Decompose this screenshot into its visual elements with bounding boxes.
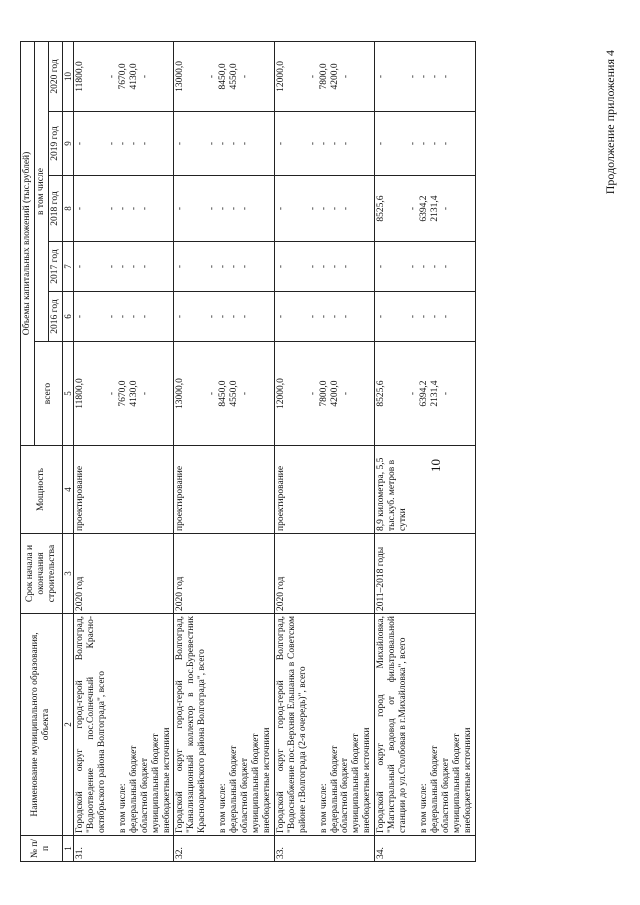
value-sub: - <box>229 141 240 146</box>
value-sub: - <box>107 74 118 79</box>
header-2016: 2016 год <box>48 292 62 342</box>
header-name: Наименование муниципального образования, объекта <box>21 614 63 836</box>
value-top: 8525,6 <box>376 195 387 222</box>
value-sub: 8450,0 <box>218 380 229 407</box>
value-sub: - <box>129 264 140 269</box>
value-sub: - <box>129 141 140 146</box>
value-top: 13000,0 <box>175 378 186 409</box>
value-sub: - <box>240 206 251 211</box>
value-y2020 <box>375 41 475 111</box>
table-row <box>274 41 374 861</box>
value-sub: - <box>430 74 441 79</box>
value-sub: - <box>408 264 419 269</box>
value-sub: - <box>240 264 251 269</box>
value-sub: - <box>340 391 351 396</box>
value-total <box>274 342 374 446</box>
value-top: - <box>275 206 286 211</box>
value-sub: 7670,0 <box>118 380 129 407</box>
value-sub: - <box>408 74 419 79</box>
value-sub: - <box>340 314 351 319</box>
value-top: - <box>275 314 286 319</box>
value-sub: - <box>107 141 118 146</box>
value-sub: - <box>218 314 229 319</box>
funding-source-label: внебюджетные источники <box>261 727 272 833</box>
capacity: проектирование <box>74 446 174 534</box>
object-name-cell <box>174 614 274 836</box>
value-top: - <box>175 264 186 269</box>
value-y2018 <box>74 176 174 242</box>
value-sub: - <box>307 264 318 269</box>
value-sub: - <box>218 264 229 269</box>
object-name: Городской округ город-герой Волгоград, "Канализационный коллектор в пос.Буревестник Красноармейского района Волгограда", всего <box>175 616 208 833</box>
value-sub: - <box>240 391 251 396</box>
colnum: 3 <box>62 534 73 614</box>
value-y2016 <box>74 292 174 342</box>
value-sub: - <box>441 264 452 269</box>
funding-source-label: внебюджетные источники <box>161 727 172 833</box>
value-sub: - <box>419 74 430 79</box>
value-top: 8525,6 <box>376 380 387 407</box>
value-sub: - <box>107 206 118 211</box>
value-sub <box>96 244 107 289</box>
value-sub: - <box>118 141 129 146</box>
funding-source-label: областной бюджет <box>340 757 351 833</box>
value-sub: - <box>408 206 419 211</box>
funding-source-label: федеральный бюджет <box>128 745 139 833</box>
value-sub: 4130,0 <box>129 380 140 407</box>
value-sub: 7800,0 <box>318 63 329 90</box>
value-sub: 7800,0 <box>318 380 329 407</box>
funding-source-label: в том числе: <box>419 783 429 833</box>
value-sub: - <box>129 206 140 211</box>
value-sub: - <box>307 314 318 319</box>
header-term: Срок начала и окончания строительства <box>21 534 63 614</box>
value-sub: - <box>340 206 351 211</box>
value-sub: - <box>419 314 430 319</box>
colnum: 4 <box>62 446 73 534</box>
row-number: 32. <box>174 836 274 862</box>
funding-source-label: в том числе: <box>117 783 128 833</box>
value-sub: - <box>229 314 240 319</box>
object-name-cell <box>274 614 374 836</box>
rotated-content <box>20 42 620 862</box>
value-sub: - <box>340 264 351 269</box>
value-sub: - <box>229 206 240 211</box>
value-y2017 <box>174 242 274 292</box>
funding-source-label: в том числе: <box>318 783 329 833</box>
value-sub <box>96 44 107 109</box>
value-sub <box>397 244 408 289</box>
value-top: - <box>75 314 86 319</box>
value-sub: - <box>441 391 452 396</box>
value-sub: - <box>441 206 452 211</box>
value-sub <box>397 114 408 173</box>
value-y2016 <box>375 292 475 342</box>
value-sub: 4200,0 <box>329 380 340 407</box>
colnum: 6 <box>62 292 73 342</box>
value-top: - <box>75 206 86 211</box>
construction-term: 2020 год <box>74 534 174 614</box>
value-y2018 <box>274 176 374 242</box>
value-sub: - <box>441 74 452 79</box>
value-total <box>74 342 174 446</box>
value-top: 11800,0 <box>75 61 86 92</box>
value-sub <box>196 178 207 239</box>
table-row <box>74 41 174 861</box>
value-top: - <box>376 314 387 319</box>
value-sub: - <box>140 206 151 211</box>
table-row <box>375 41 475 861</box>
value-top: - <box>75 141 86 146</box>
value-sub: - <box>408 314 419 319</box>
value-sub: - <box>240 141 251 146</box>
value-top: - <box>175 314 186 319</box>
value-sub <box>297 178 308 239</box>
value-y2017 <box>74 242 174 292</box>
value-y2019 <box>274 112 374 176</box>
row-number: 33. <box>274 836 374 862</box>
construction-term: 2011–2018 годы <box>375 534 475 614</box>
colnum: 8 <box>62 176 73 242</box>
value-sub: - <box>140 74 151 79</box>
value-sub <box>196 244 207 289</box>
construction-term: 2020 год <box>174 534 274 614</box>
value-top: 12000,0 <box>275 61 286 92</box>
value-top: - <box>75 264 86 269</box>
value-y2018 <box>174 176 274 242</box>
value-sub: 4130,0 <box>129 63 140 90</box>
value-sub: - <box>340 74 351 79</box>
value-sub: - <box>118 314 129 319</box>
value-total <box>375 342 475 446</box>
value-sub <box>96 178 107 239</box>
value-sub: - <box>240 314 251 319</box>
colnum: 5 <box>62 342 73 446</box>
value-sub <box>297 294 308 339</box>
value-top: - <box>275 141 286 146</box>
header-total: всего <box>34 342 62 446</box>
value-total <box>174 342 274 446</box>
capital-investment-table <box>20 41 476 862</box>
capacity: 8,9 километра, 5,5 тыс.куб. метров в сутки <box>375 446 475 534</box>
value-sub: - <box>430 141 441 146</box>
value-sub: 4550,0 <box>229 63 240 90</box>
colnum: 10 <box>62 41 73 111</box>
value-sub: 8450,0 <box>218 63 229 90</box>
value-sub: - <box>207 391 218 396</box>
value-sub: - <box>118 264 129 269</box>
value-sub: - <box>140 391 151 396</box>
funding-source-label: внебюджетные источники <box>362 727 373 833</box>
value-sub <box>96 114 107 173</box>
value-sub <box>196 114 207 173</box>
value-y2017 <box>274 242 374 292</box>
continuation-label: Продолжение приложения 4 <box>603 50 617 195</box>
value-top: - <box>275 264 286 269</box>
funding-source-label: федеральный бюджет <box>429 745 440 833</box>
value-sub: - <box>318 206 329 211</box>
object-name-cell <box>74 614 174 836</box>
value-sub: - <box>318 141 329 146</box>
value-sub: 6394,2 <box>419 195 430 222</box>
value-sub <box>397 344 408 443</box>
value-sub <box>196 44 207 109</box>
value-sub: - <box>430 314 441 319</box>
value-y2016 <box>174 292 274 342</box>
value-sub: - <box>307 206 318 211</box>
value-sub: - <box>307 391 318 396</box>
funding-source-label: федеральный бюджет <box>229 745 240 833</box>
value-y2020 <box>174 41 274 111</box>
value-sub: - <box>140 314 151 319</box>
value-sub <box>397 294 408 339</box>
value-top: - <box>175 206 186 211</box>
header-2017: 2017 год <box>48 242 62 292</box>
colnum: 2 <box>62 614 73 836</box>
value-sub: - <box>140 264 151 269</box>
value-sub: 4550,0 <box>229 380 240 407</box>
value-sub: - <box>318 314 329 319</box>
header-2020: 2020 год <box>48 41 62 111</box>
value-sub: 7670,0 <box>118 63 129 90</box>
value-sub: - <box>140 141 151 146</box>
header-volumes: Объемы капитальных вложений (тыс.рублей) <box>21 41 35 445</box>
page-number: 10 <box>428 459 443 472</box>
value-sub: - <box>329 141 340 146</box>
value-sub: 2131,4 <box>430 380 441 407</box>
value-sub: - <box>441 141 452 146</box>
value-y2019 <box>74 112 174 176</box>
value-sub: - <box>430 264 441 269</box>
funding-source-label: в том числе: <box>218 783 229 833</box>
object-name: Городской округ город-герой Волгоград, "Водоотведение пос.Солнечный Красно-октябрьского района Волгограда", всего <box>75 616 107 833</box>
value-sub: - <box>207 74 218 79</box>
value-sub: 2131,4 <box>430 195 441 222</box>
row-number: 34. <box>375 836 475 862</box>
funding-source-label: муниципальный бюджет <box>251 733 262 833</box>
funding-source-label: муниципальный бюджет <box>351 733 362 833</box>
capacity: проектирование <box>274 446 374 534</box>
value-sub: - <box>218 141 229 146</box>
value-top: - <box>175 141 186 146</box>
value-y2019 <box>375 112 475 176</box>
funding-source-label: муниципальный бюджет <box>451 733 462 833</box>
value-top: 13000,0 <box>175 61 186 92</box>
value-sub <box>397 178 408 239</box>
value-sub <box>297 44 308 109</box>
funding-source-label: областной бюджет <box>240 757 251 833</box>
value-sub <box>297 114 308 173</box>
header-in-that: в том числе <box>34 41 48 341</box>
funding-source-label: муниципальный бюджет <box>150 733 161 833</box>
value-sub: - <box>240 74 251 79</box>
value-y2017 <box>375 242 475 292</box>
value-sub <box>96 294 107 339</box>
value-sub: - <box>441 314 452 319</box>
header-capacity: Мощность <box>21 446 63 534</box>
value-sub: - <box>419 264 430 269</box>
value-sub <box>196 344 207 443</box>
value-sub: 4200,0 <box>329 63 340 90</box>
value-sub: - <box>218 206 229 211</box>
value-sub: - <box>107 264 118 269</box>
value-sub: - <box>340 141 351 146</box>
value-sub <box>96 344 107 443</box>
value-sub: - <box>318 264 329 269</box>
capacity: проектирование <box>174 446 274 534</box>
value-sub <box>397 44 408 109</box>
value-sub: - <box>207 264 218 269</box>
value-sub: - <box>207 314 218 319</box>
value-sub: - <box>329 264 340 269</box>
value-top: 11800,0 <box>75 378 86 409</box>
value-top: - <box>376 264 387 269</box>
value-sub: - <box>408 391 419 396</box>
header-2018: 2018 год <box>48 176 62 242</box>
value-y2020 <box>274 41 374 111</box>
value-sub: - <box>329 314 340 319</box>
value-top: - <box>376 141 387 146</box>
value-y2018 <box>375 176 475 242</box>
value-sub <box>297 244 308 289</box>
colnum: 7 <box>62 242 73 292</box>
object-name-cell <box>375 614 475 836</box>
value-sub: - <box>118 206 129 211</box>
value-sub: - <box>107 391 118 396</box>
colnum: 9 <box>62 112 73 176</box>
funding-source-label: федеральный бюджет <box>329 745 340 833</box>
funding-source-label: внебюджетные источники <box>462 727 473 833</box>
value-sub: 6394,2 <box>419 380 430 407</box>
value-sub <box>196 294 207 339</box>
table-row <box>174 41 274 861</box>
funding-source-label: областной бюджет <box>139 757 150 833</box>
value-sub: - <box>307 141 318 146</box>
value-sub: - <box>229 264 240 269</box>
value-sub: - <box>107 314 118 319</box>
colnum: 1 <box>62 836 73 862</box>
value-sub: - <box>129 314 140 319</box>
value-sub: - <box>408 141 419 146</box>
row-number: 31. <box>74 836 174 862</box>
value-y2020 <box>74 41 174 111</box>
value-sub <box>297 344 308 443</box>
object-name: Городской округ город Михайловка, "Магистральный водовод от фильтровальной станции до ул.Столбовая в г.Михайловка", всего <box>376 616 409 833</box>
header-2019: 2019 год <box>48 112 62 176</box>
value-y2019 <box>174 112 274 176</box>
value-sub: - <box>329 206 340 211</box>
object-name: Городской округ город-герой Волгоград, "Водоснабжение пос.Верхняя Ельшанка в Советском районе г.Волгограда (2-я очередь)", всего <box>275 616 308 833</box>
value-sub: - <box>207 206 218 211</box>
value-sub: - <box>419 141 430 146</box>
header-no: № п/п <box>21 836 63 862</box>
value-top: 12000,0 <box>275 378 286 409</box>
funding-source-label: областной бюджет <box>440 757 451 833</box>
value-top: - <box>376 74 387 79</box>
value-sub: - <box>207 141 218 146</box>
value-sub: - <box>307 74 318 79</box>
construction-term: 2020 год <box>274 534 374 614</box>
value-y2016 <box>274 292 374 342</box>
